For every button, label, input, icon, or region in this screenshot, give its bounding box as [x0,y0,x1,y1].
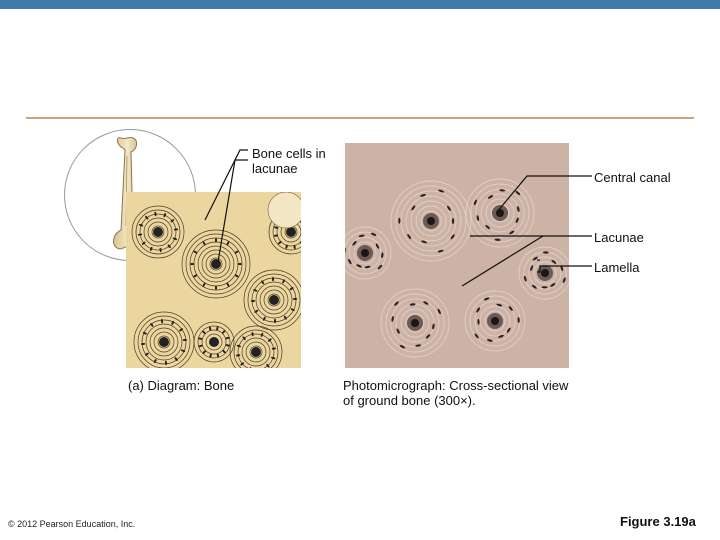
leader-bone-cells-2 [218,160,248,262]
figure-number: Figure 3.19a [620,514,696,529]
label-lamella: Lamella [594,260,640,275]
leader-lamella-bracket [537,266,592,272]
caption-photo [343,378,568,408]
leader-lacunae-2 [462,236,543,286]
label-bone-cells-line1: Bone cells in [252,146,326,161]
copyright-notice: © 2012 Pearson Education, Inc. [8,519,136,529]
leader-central-canal [497,176,592,212]
label-central-canal: Central canal [594,170,671,185]
caption-photo-line1: Photomicrograph: Cross-sectional view [343,378,569,393]
caption-photo-line2: of ground bone (300×). [343,393,476,408]
label-bone-cells [252,146,326,176]
label-lacunae: Lacunae [594,230,644,245]
caption-diagram: (a) Diagram: Bone [128,378,235,393]
label-bone-cells-line2: lacunae [252,161,298,176]
